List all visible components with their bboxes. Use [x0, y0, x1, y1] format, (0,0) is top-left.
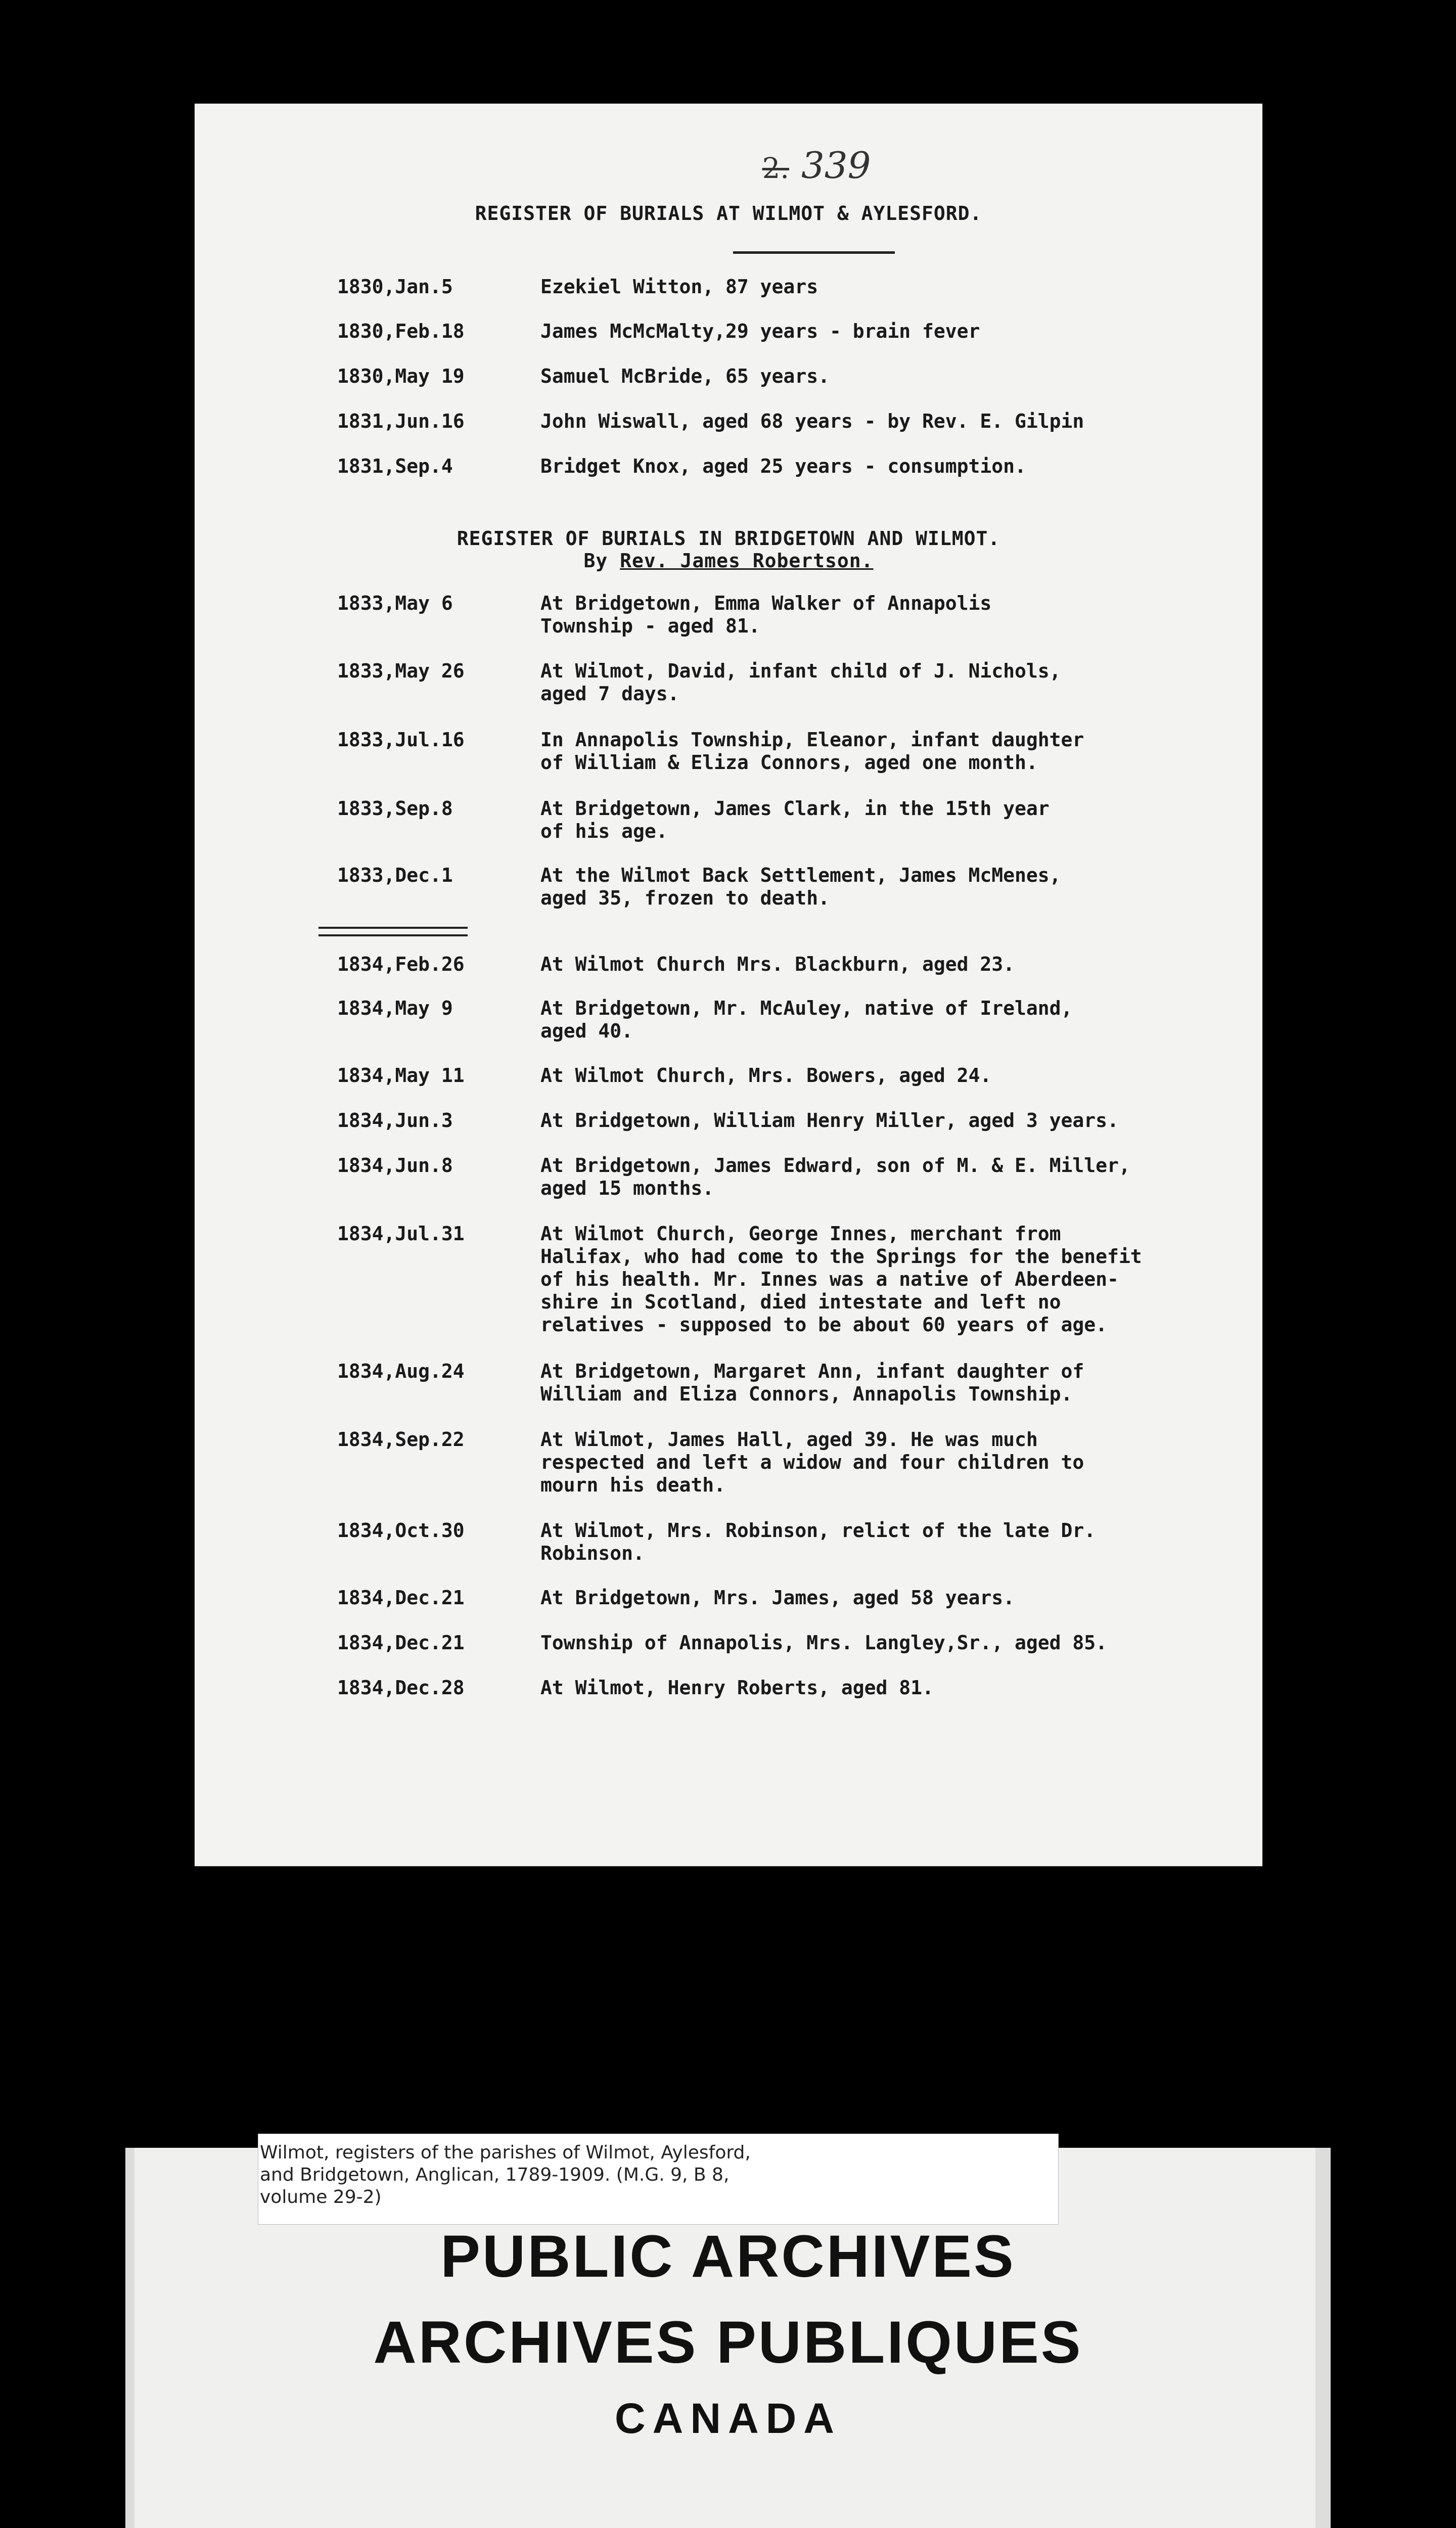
entry-date: 1830,May 19: [337, 365, 465, 387]
entry-text: At Bridgetown, Emma Walker of Annapolis Township - aged 81.: [540, 592, 992, 637]
entry-date: 1834,Dec.28: [337, 1677, 465, 1699]
folio-struck: 2.: [762, 152, 789, 185]
entry-date: 1834,Feb.26: [337, 953, 465, 975]
entry-date: 1834,Jun.3: [337, 1109, 453, 1132]
entry-text: At Wilmot Church, George Innes, merchant from Halifax, who had come to the Springs for the benefit of his health. Mr. Innes was a native of Aberdeen- shire in Scotland, died intestate and left no relatives - supposed to be about 60 years of age.: [540, 1223, 1142, 1336]
entry-date: 1830,Jan.5: [337, 276, 453, 298]
entry-text: At Bridgetown, James Clark, in the 15th year of his age.: [540, 797, 1050, 842]
entry-text: In Annapolis Township, Eleanor, infant daughter of William & Eliza Connors, aged one month.: [540, 729, 1084, 774]
byline-by: By: [583, 550, 608, 572]
burial-entry: [337, 1360, 1247, 1406]
catalogue-label: Wilmot, registers of the parishes of Wilmot, Aylesford, and Bridgetown, Anglican, 1789-1909. (M.G. 9, B 8, volume 29-2): [260, 2142, 751, 2207]
title-underline: [733, 251, 895, 254]
section-divider: [318, 927, 468, 929]
entry-text: At Wilmot, Henry Roberts, aged 81.: [540, 1677, 934, 1699]
entry-date: 1833,Dec.1: [337, 864, 453, 886]
stamp-line-english: PUBLIC ARCHIVES: [440, 2223, 1016, 2290]
burial-entry: [337, 1109, 1247, 1132]
section2-byline: [195, 550, 1262, 572]
entry-date: 1830,Feb.18: [337, 320, 465, 342]
entry-text: At Wilmot Church Mrs. Blackburn, aged 23.: [540, 953, 1015, 975]
entry-text: At Wilmot, Mrs. Robinson, relict of the late Dr. Robinson.: [540, 1519, 1096, 1564]
burial-entry: [337, 410, 1247, 433]
entry-date: 1834,Sep.22: [337, 1428, 465, 1451]
document-page: [195, 104, 1262, 1866]
entry-date: 1833,May 26: [337, 660, 465, 682]
entry-date: 1831,Sep.4: [337, 455, 453, 477]
burial-entry: [337, 953, 1247, 976]
burial-entry: [337, 276, 1247, 298]
burial-entry: [337, 1632, 1247, 1654]
entry-date: 1833,Sep.8: [337, 797, 453, 820]
entry-date: 1833,Jul.16: [337, 729, 465, 751]
burial-entry: [337, 1223, 1247, 1336]
entry-text: At Bridgetown, James Edward, son of M. & E. Miller, aged 15 months.: [540, 1154, 1130, 1199]
section-divider: [318, 934, 468, 936]
entry-text: John Wiswall, aged 68 years - by Rev. E. Gilpin: [540, 410, 1084, 432]
stamp-line-french: ARCHIVES PUBLIQUES: [373, 2309, 1083, 2376]
entry-text: At the Wilmot Back Settlement, James McMenes, aged 35, frozen to death.: [540, 864, 1061, 909]
entry-text: At Bridgetown, Mr. McAuley, native of Ireland, aged 40.: [540, 997, 1073, 1042]
entry-text: At Wilmot, James Hall, aged 39. He was much respected and left a widow and four children to mourn his death.: [540, 1428, 1084, 1496]
entry-date: 1834,Jul.31: [337, 1223, 465, 1245]
entry-date: 1834,Dec.21: [337, 1632, 465, 1654]
stamp-line-country: CANADA: [615, 2395, 841, 2442]
burial-entry: [337, 997, 1247, 1043]
burial-entry: [337, 1677, 1247, 1699]
entry-text: At Bridgetown, Mrs. James, aged 58 years.: [540, 1587, 1015, 1609]
burial-entry: [337, 592, 1247, 638]
burial-entry: [337, 1428, 1247, 1497]
entry-text: Township of Annapolis, Mrs. Langley,Sr., aged 85.: [540, 1632, 1108, 1654]
byline-author: Rev. James Robertson.: [620, 550, 874, 572]
burial-entry: [337, 1154, 1247, 1200]
entry-text: Ezekiel Witton, 87 years: [540, 276, 818, 298]
entry-date: 1834,May 9: [337, 997, 453, 1019]
entry-text: Samuel McBride, 65 years.: [540, 365, 830, 387]
burial-entry: [337, 729, 1247, 774]
burial-entry: [337, 660, 1247, 705]
entry-date: 1834,May 11: [337, 1064, 465, 1087]
burial-entry: [337, 1064, 1247, 1087]
section2-title: REGISTER OF BURIALS IN BRIDGETOWN AND WILMOT.: [457, 527, 1000, 550]
entry-date: 1833,May 6: [337, 592, 453, 614]
burial-entry: [337, 864, 1247, 910]
entry-date: 1831,Jun.16: [337, 410, 465, 432]
entry-text: At Bridgetown, William Henry Miller, aged 3 years.: [540, 1109, 1119, 1132]
burial-entry: [337, 1519, 1247, 1565]
entry-date: 1834,Dec.21: [337, 1587, 465, 1609]
entry-text: At Wilmot Church, Mrs. Bowers, aged 24.: [540, 1064, 992, 1087]
entry-date: 1834,Oct.30: [337, 1519, 465, 1542]
burial-entry: [337, 797, 1247, 843]
entry-date: 1834,Jun.8: [337, 1154, 453, 1177]
section1-title: REGISTER OF BURIALS AT WILMOT & AYLESFORD.: [475, 202, 982, 224]
entry-text: James McMcMalty,29 years - brain fever: [540, 320, 980, 342]
burial-entry: [337, 320, 1247, 343]
entry-date: 1834,Aug.24: [337, 1360, 465, 1382]
entry-text: At Bridgetown, Margaret Ann, infant daughter of William and Eliza Connors, Annapolis Township.: [540, 1360, 1084, 1405]
folio-value: 339: [801, 144, 871, 187]
entry-text: Bridget Knox, aged 25 years - consumption.: [540, 455, 1026, 477]
burial-entry: [337, 1587, 1247, 1609]
burial-entry: [337, 365, 1247, 388]
burial-entry: [337, 455, 1247, 478]
entry-text: At Wilmot, David, infant child of J. Nichols, aged 7 days.: [540, 660, 1061, 705]
folio-number: [715, 144, 918, 187]
